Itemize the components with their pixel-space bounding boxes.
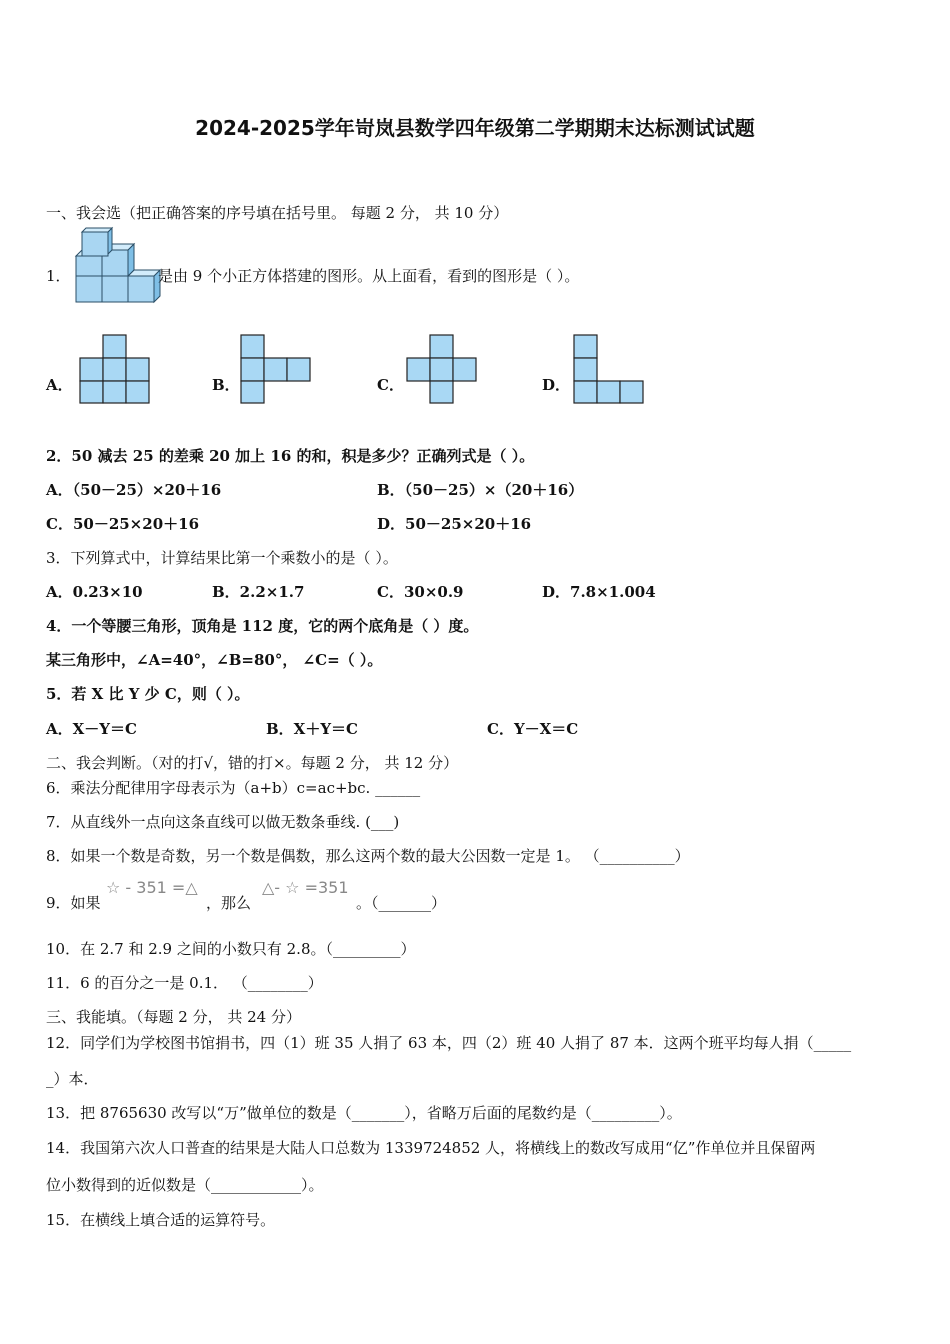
question-12-line-2: _）本． xyxy=(46,1070,99,1088)
option-1c-label: C． xyxy=(377,376,404,394)
option-1a-figure xyxy=(78,333,152,405)
question-2-option-c: C．50－25×20＋16 xyxy=(46,515,200,533)
option-1c-figure xyxy=(405,333,479,405)
question-3-option-c: C．30×0.9 xyxy=(377,583,464,601)
question-11-text: 11．6 的百分之一是 0.1． （________） xyxy=(46,974,323,992)
question-5-text: 5．若 X 比 Y 少 C，则（ ）。 xyxy=(46,685,250,703)
question-9-middle: ，那么 xyxy=(206,894,252,912)
question-4-text-2: 某三角形中，∠A=40°，∠B=80°， ∠C=（ ）。 xyxy=(46,651,383,669)
option-1b-label: B． xyxy=(212,376,240,394)
question-14-line-2: 位小数得到的近似数是（____________）。 xyxy=(46,1176,324,1194)
question-3-option-a: A．0.23×10 xyxy=(46,583,143,601)
question-5-option-a: A．X－Y＝C xyxy=(46,720,137,738)
section-2-heading: 二、我会判断。（对的打√，错的打×。每题 2 分， 共 12 分） xyxy=(46,754,459,772)
question-5-option-c: C．Y－X＝C xyxy=(487,720,579,738)
option-1b-figure xyxy=(239,333,313,405)
question-2-option-a: A．（50－25）×20＋16 xyxy=(46,481,222,499)
question-4-text: 4．一个等腰三角形，顶角是 112 度，它的两个底角是（ ）度。 xyxy=(46,617,479,635)
question-6-text: 6．乘法分配律用字母表示为（a+b）c=ac+bc. ______ xyxy=(46,779,421,797)
cube-stack-figure xyxy=(72,224,164,304)
option-1d-label: D． xyxy=(542,376,571,394)
question-13-text: 13．把 8765630 改写以“万”做单位的数是（_______），省略万后面的尾数约是（_________）。 xyxy=(46,1104,682,1122)
question-15-text: 15．在横线上填合适的运算符号。 xyxy=(46,1211,276,1229)
question-9-prefix: 9．如果 xyxy=(46,894,101,912)
question-5-option-b: B．X＋Y＝C xyxy=(266,720,358,738)
question-7-text: 7．从直线外一点向这条直线可以做无数条垂线. (___) xyxy=(46,813,400,831)
question-9-expression-2: △- ☆ =351 xyxy=(262,878,349,897)
question-9-suffix: 。（_______） xyxy=(356,894,447,912)
question-1-number: 1． xyxy=(46,267,71,285)
question-3-option-b: B．2.2×1.7 xyxy=(212,583,305,601)
question-14-line-1: 14．我国第六次人口普查的结果是大陆人口总数为 1339724852 人，将横线上的数改写成用“亿”作单位并且保留两 xyxy=(46,1139,816,1157)
question-1-text: 是由 9 个小正方体搭建的图形。从上面看，看到的图形是（ ）。 xyxy=(158,267,580,285)
question-12-line-1: 12．同学们为学校图书馆捐书，四（1）班 35 人捐了 63 本，四（2）班 40 人捐了 87 本．这两个班平均每人捐（_____ xyxy=(46,1034,852,1052)
question-9-expression-1: ☆ - 351 =△ xyxy=(106,878,198,897)
option-1a-label: A． xyxy=(46,376,73,394)
question-8-text: 8．如果一个数是奇数，另一个数是偶数，那么这两个数的最大公因数一定是 1。 （__________） xyxy=(46,847,690,865)
section-1-heading: 一、我会选（把正确答案的序号填在括号里。 每题 2 分， 共 10 分） xyxy=(46,204,509,222)
question-2-text: 2．50 减去 25 的差乘 20 加上 16 的和，积是多少？正确列式是（ ）。 xyxy=(46,447,535,465)
question-2-option-b: B．（50－25）×（20＋16） xyxy=(377,481,584,499)
question-2-option-d: D．50－25×20＋16 xyxy=(377,515,532,533)
section-3-heading: 三、我能填。（每题 2 分， 共 24 分） xyxy=(46,1008,301,1026)
question-3-option-d: D．7.8×1.004 xyxy=(542,583,656,601)
question-10-text: 10．在 2.7 和 2.9 之间的小数只有 2.8。（_________） xyxy=(46,940,416,958)
option-1d-figure xyxy=(572,333,646,405)
page-title: 2024-2025学年岢岚县数学四年级第二学期期末达标测试试题 xyxy=(195,116,755,140)
question-3-text: 3．下列算式中，计算结果比第一个乘数小的是（ ）。 xyxy=(46,549,398,567)
